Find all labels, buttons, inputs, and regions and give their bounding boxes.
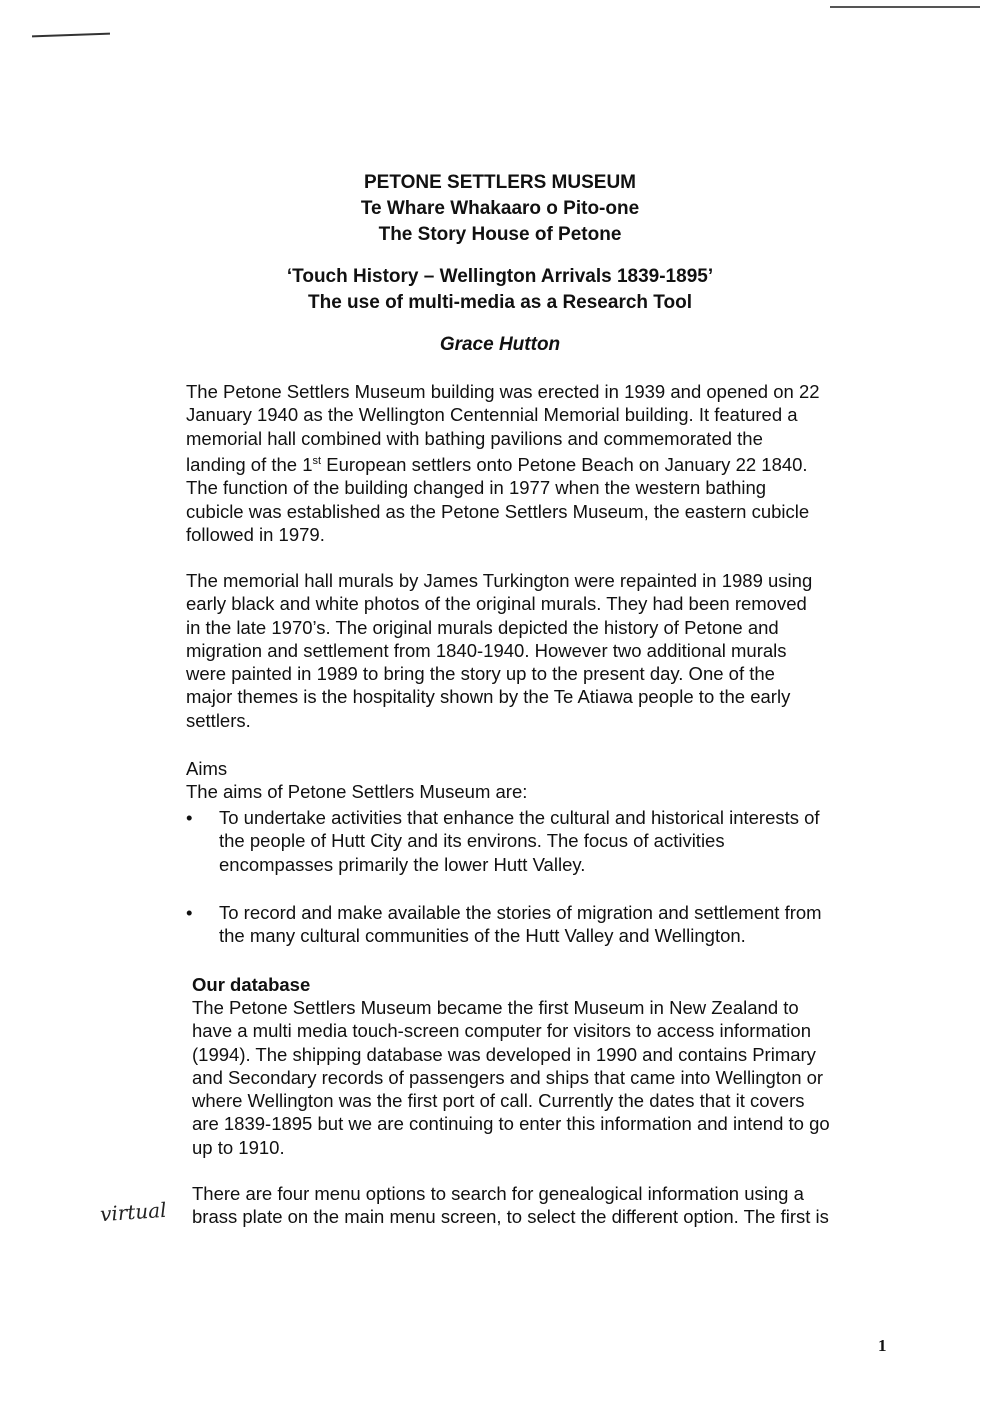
museum-name: PETONE SETTLERS MUSEUM — [363, 172, 636, 193]
handwritten-margin-note: virtual — [99, 1197, 168, 1227]
intro-paragraph — [186, 380, 896, 546]
paragraph-line: are 1839-1895 but we are continuing to enter this information and intend to go — [192, 1113, 830, 1135]
paragraph-line: have a multi media touch-screen computer for visitors to access information — [192, 1020, 811, 1042]
scan-mark-top-left — [32, 33, 110, 38]
paragraph-line: (1994). The shipping database was developed in 1990 and contains Primary — [192, 1043, 816, 1065]
museum-english-name: The Story House of Petone — [378, 224, 622, 245]
bullet-line: the people of Hutt City and its environs. The focus of activities — [219, 830, 725, 852]
paragraph-line: landing of the 1st European settlers onto Petone Beach on January 22 1840. — [186, 454, 808, 476]
paragraph-line: in the late 1970’s. The original murals depicted the history of Petone and — [186, 616, 779, 638]
bullet-line: the many cultural communities of the Hutt Valley and Wellington. — [219, 925, 746, 947]
bullet-icon: • — [186, 807, 193, 828]
aims-intro: The aims of Petone Settlers Museum are: — [186, 781, 528, 802]
bullet-line: To record and make available the stories of migration and settlement from — [219, 902, 822, 923]
paragraph-line: The Petone Settlers Museum became the first Museum in New Zealand to — [192, 997, 799, 1018]
author-name: Grace Hutton — [439, 334, 561, 355]
paragraph-line: and Secondary records of passengers and ships that came into Wellington or — [192, 1066, 824, 1088]
paragraph-line: There are four menu options to search for genealogical information using a — [192, 1183, 804, 1204]
scan-mark-top-right — [830, 6, 980, 8]
bullet-line: To undertake activities that enhance the cultural and historical interests of — [219, 807, 820, 828]
paragraph-line: up to 1910. — [192, 1136, 285, 1158]
document-header — [0, 170, 1000, 248]
database-heading: Our database — [192, 974, 311, 995]
bullet-line: encompasses primarily the lower Hutt Valley. — [219, 853, 586, 875]
paragraph-line: migration and settlement from 1840-1940. However two additional murals — [186, 639, 787, 661]
database-paragraph — [192, 996, 902, 1159]
murals-paragraph — [186, 569, 896, 732]
bullet-icon: • — [186, 902, 193, 923]
paragraph-line: cubicle was established as the Petone Settlers Museum, the eastern cubicle — [186, 500, 810, 522]
paragraph-line: January 1940 as the Wellington Centennial Memorial building. It featured a — [186, 404, 798, 426]
paragraph-line: early black and white photos of the original murals. They had been removed — [186, 593, 807, 615]
subtitle-line-2: The use of multi-media as a Research Tool — [308, 292, 692, 313]
paragraph-line: The memorial hall murals by James Turkington were repainted in 1989 using — [186, 570, 813, 591]
paragraph-line: followed in 1979. — [186, 523, 325, 545]
superscript-st: st — [312, 454, 322, 467]
paragraph-line: were painted in 1989 to bring the story up to the present day. One of the — [186, 663, 775, 685]
paragraph-line: memorial hall combined with bathing pavilions and commemorated the — [186, 427, 763, 449]
subtitle-line-1: ‘Touch History – Wellington Arrivals 1839-1895’ — [286, 266, 714, 287]
paragraph-line: The function of the building changed in 1977 when the western bathing — [186, 477, 767, 499]
paragraph-line: where Wellington was the first port of call. Currently the dates that it covers — [192, 1090, 805, 1112]
paragraph-line: major themes is the hospitality shown by the Te Atiawa people to the early — [186, 686, 791, 708]
document-subtitle — [0, 264, 1000, 316]
paragraph-line: settlers. — [186, 709, 251, 731]
paragraph-line: brass plate on the main menu screen, to select the different option. The first is — [192, 1206, 829, 1228]
museum-maori-name: Te Whare Whakaaro o Pito-one — [360, 198, 640, 219]
aims-heading: Aims — [186, 758, 228, 779]
paragraph-line: The Petone Settlers Museum building was erected in 1939 and opened on 22 — [186, 381, 820, 402]
menu-paragraph — [192, 1182, 902, 1229]
page-number: 1 — [878, 1336, 887, 1355]
